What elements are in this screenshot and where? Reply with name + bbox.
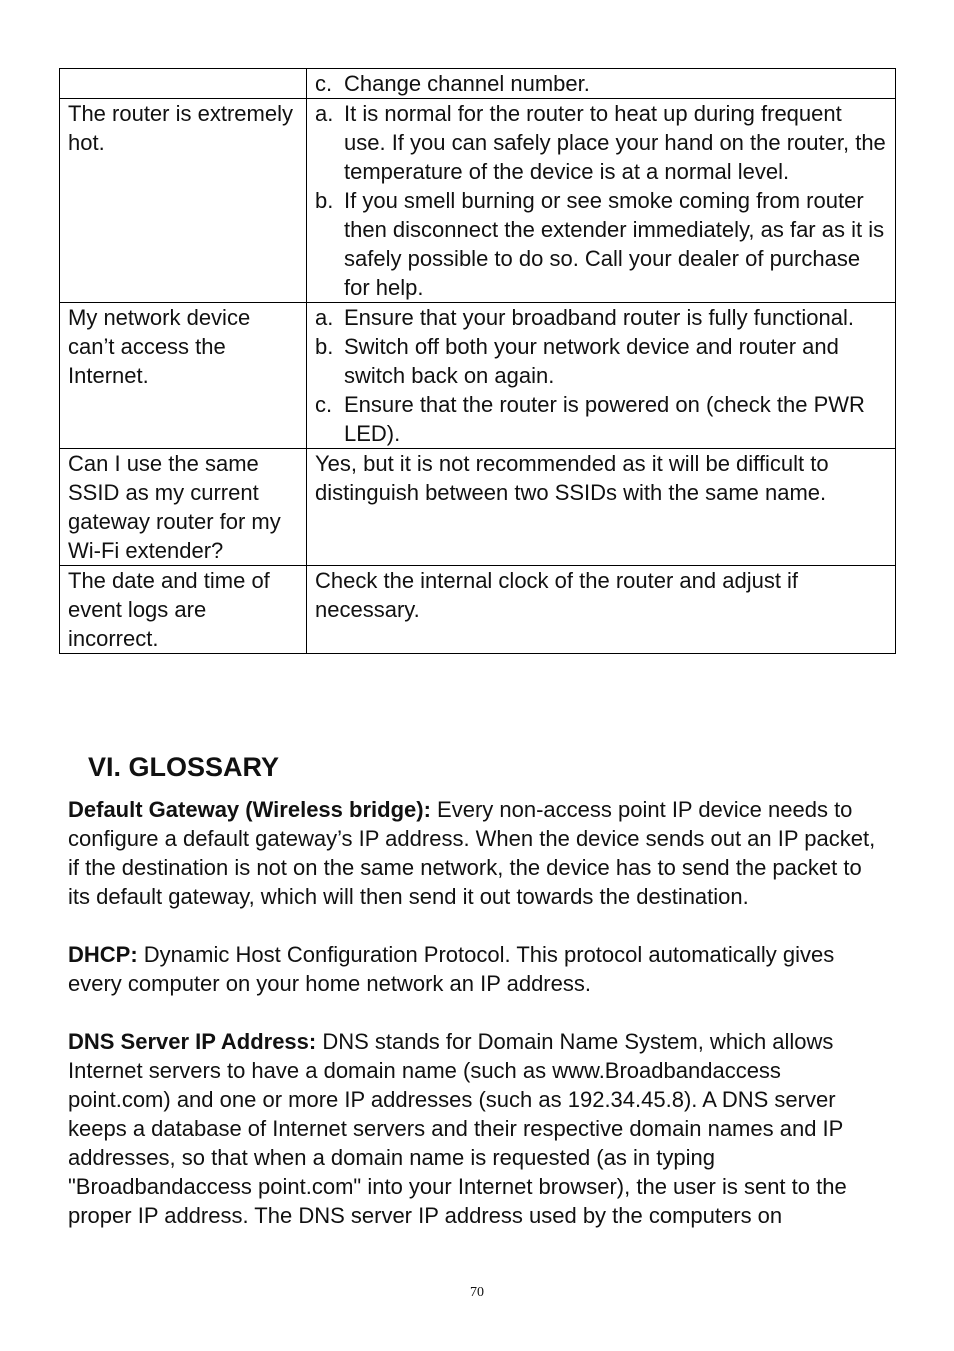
list-marker: a. bbox=[315, 305, 334, 330]
table-row bbox=[60, 449, 896, 566]
table-row bbox=[60, 99, 896, 303]
problem-cell: The date and time of event logs are incorrect. bbox=[60, 566, 307, 654]
list-item bbox=[315, 186, 887, 302]
troubleshooting-table bbox=[59, 68, 896, 654]
solution-list bbox=[315, 69, 887, 98]
list-marker: b. bbox=[315, 334, 334, 359]
table-row bbox=[60, 566, 896, 654]
list-item bbox=[315, 303, 887, 332]
list-marker: b. bbox=[315, 188, 334, 213]
solution-cell bbox=[307, 69, 896, 99]
solution-cell bbox=[307, 99, 896, 303]
answer-cell: Yes, but it is not recommended as it will be difficult to distinguish between two SSIDs with the same name. bbox=[307, 449, 896, 566]
glossary-term: Default Gateway (Wireless bridge): bbox=[68, 797, 431, 822]
list-item-text: Change channel number. bbox=[344, 71, 590, 96]
glossary-entry bbox=[68, 795, 888, 911]
list-item bbox=[315, 99, 887, 186]
glossary-definition: DNS stands for Domain Name System, which allows Internet servers to have a domain name (such as www.Broadbandaccess point.com) and one or more IP addresses (such as 192.34.45.8). A DNS server keeps a database of Internet servers and their respective domain names and IP addresses, so that when a domain name is requested (as in typing "Broadbandaccess point.com" into your Internet browser), the user is sent to the proper IP address. The DNS server IP address used by the computers on bbox=[68, 1029, 847, 1228]
list-item bbox=[315, 69, 887, 98]
list-item bbox=[315, 332, 887, 390]
solution-list bbox=[315, 99, 887, 302]
glossary-definition: Every non-access point IP device needs to configure a default gateway’s IP address. When the device sends out an IP packet, if the destination is not on the same network, the device has to send the packet to its default gateway, which will then send it out towards the destination. bbox=[68, 797, 876, 909]
list-item-text: Ensure that the router is powered on (check the PWR LED). bbox=[344, 392, 865, 446]
glossary-term: DNS Server IP Address: bbox=[68, 1029, 317, 1054]
list-item-text: Ensure that your broadband router is fully functional. bbox=[344, 305, 854, 330]
glossary-definition: Dynamic Host Configuration Protocol. This protocol automatically gives every computer on your home network an IP address. bbox=[68, 942, 835, 996]
problem-cell bbox=[60, 69, 307, 99]
list-marker: c. bbox=[315, 71, 333, 96]
list-item-text: If you smell burning or see smoke coming from router then disconnect the extender immediately, as far as it is safely possible to do so. Call your dealer of purchase for help. bbox=[344, 188, 885, 300]
problem-cell: The router is extremely hot. bbox=[60, 99, 307, 303]
glossary-entry bbox=[68, 940, 888, 998]
section-heading: VI. GLOSSARY bbox=[88, 752, 280, 782]
glossary-body bbox=[68, 795, 888, 1259]
glossary-term: DHCP: bbox=[68, 942, 138, 967]
table-row bbox=[60, 69, 896, 99]
problem-cell: My network device can’t access the Internet. bbox=[60, 303, 307, 449]
page-number: 70 bbox=[470, 1285, 484, 1300]
list-item bbox=[315, 390, 887, 448]
answer-cell: Check the internal clock of the router and adjust if necessary. bbox=[307, 566, 896, 654]
table-row bbox=[60, 303, 896, 449]
list-item-text: It is normal for the router to heat up during frequent use. If you can safely place your hand on the router, the temperature of the device is at a normal level. bbox=[344, 101, 886, 184]
solution-cell bbox=[307, 303, 896, 449]
solution-list bbox=[315, 303, 887, 448]
glossary-entry bbox=[68, 1027, 888, 1230]
list-marker: c. bbox=[315, 392, 333, 417]
list-item-text: Switch off both your network device and router and switch back on again. bbox=[344, 334, 839, 388]
list-marker: a. bbox=[315, 101, 334, 126]
problem-cell: Can I use the same SSID as my current gateway router for my Wi-Fi extender? bbox=[60, 449, 307, 566]
